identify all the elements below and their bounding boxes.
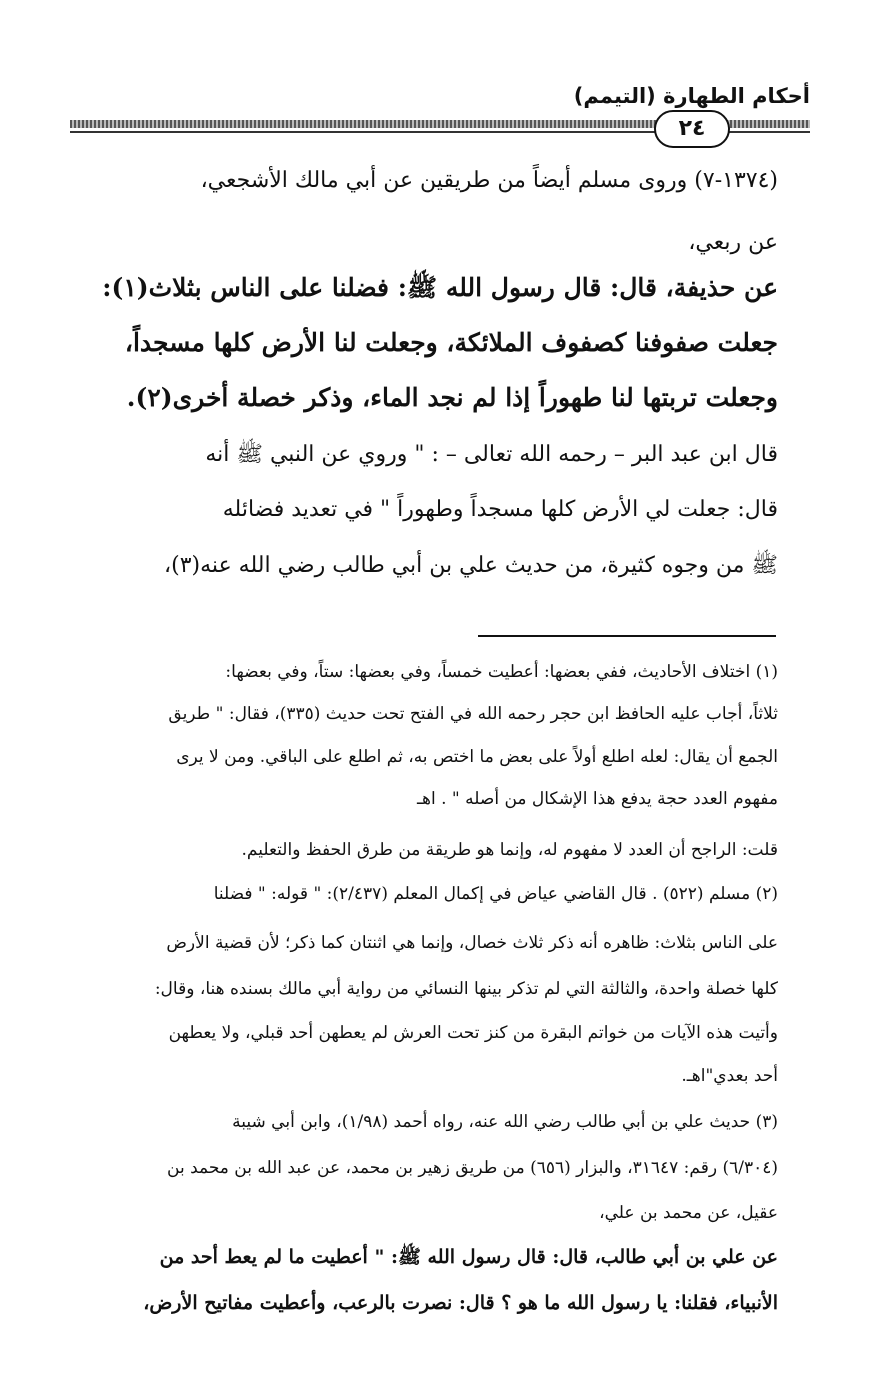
footnote-line: على الناس بثلاث: ظاهره أنه ذكر ثلاث خصال، وإنما هي اثنتان كما ذكر؛ لأن قضية الأرض — [166, 933, 778, 953]
footnote-line: كلها خصلة واحدة، والثالثة التي لم تذكر بينها النسائي من رواية أبي مالك بسنده هنا، وقال: — [154, 979, 778, 999]
footnote-line: أحد بعدي"اهـ. — [681, 1066, 778, 1086]
footnote-line: (١) اختلاف الأحاديث، ففي بعضها: أعطيت خمساً، وفي بعضها: ستاً، وفي بعضها: — [225, 662, 778, 682]
body-line: ﷺ من وجوه كثيرة، من حديث علي بن أبي طالب رضي الله عنه(٣)، — [164, 553, 778, 578]
footnote-line: عقيل، عن محمد بن علي، — [599, 1203, 778, 1223]
continuation-line: عن علي بن أبي طالب، قال: قال رسول الله ﷺ: " أعطيت ما لم يعط أحد من — [159, 1246, 778, 1268]
page-number: ٢٤ — [654, 110, 730, 148]
footnote-line: (٣) حديث علي بن أبي طالب رضي الله عنه، رواه أحمد (١/٩٨)، وابن أبي شيبة — [232, 1112, 778, 1132]
footnote-line: (٦/٣٠٤) رقم: ٣١٦٤٧، والبزار (٦٥٦) من طريق زهير بن محمد، عن عبد الله بن محمد بن — [167, 1158, 778, 1178]
footnote-line: الجمع أن يقال: لعله اطلع أولاً على بعض ما اختص به، ثم اطلع على الباقي. ومن لا يرى — [176, 747, 778, 767]
body-line: قال ابن عبد البر – رحمه الله تعالى – : " وروي عن النبي ﷺ أنه — [205, 442, 778, 467]
footnote-line: قلت: الراجح أن العدد لا مفهوم له، وإنما هو طريقة من طرق الحفظ والتعليم. — [241, 840, 778, 860]
body-line: عن حذيفة، قال: قال رسول الله ﷺ: فضلنا على الناس بثلاث(١): — [102, 273, 778, 302]
body-line: وجعلت تربتها لنا طهوراً إذا لم نجد الماء، وذكر خصلة أخرى(٢). — [126, 383, 778, 412]
header-title: أحكام الطهارة (التيمم) — [573, 84, 810, 108]
footnote-line: ثلاثاً، أجاب عليه الحافظ ابن حجر رحمه الله في الفتح تحت حديث (٣٣٥)، فقال: " طريق — [168, 704, 778, 724]
footnote-line: وأتيت هذه الآيات من خواتم البقرة من كنز تحت العرش لم يعطهن أحد قبلي، ولا يعطهن — [168, 1023, 778, 1043]
body-line: عن ربعي، — [688, 230, 778, 255]
footnote-line: (٢) مسلم (٥٢٢) . قال القاضي عياض في إكمال المعلم (٢/٤٣٧): " قوله: " فضلنا — [213, 884, 778, 904]
running-header — [70, 78, 810, 142]
body-line: (١٣٧٤-٧) وروى مسلم أيضاً من طريقين عن أبي مالك الأشجعي، — [200, 168, 778, 193]
footnote-line: مفهوم العدد حجة يدفع هذا الإشكال من أصله " . اهـ — [417, 789, 778, 809]
footnote-separator — [478, 635, 776, 637]
continuation-line: الأنبياء، فقلنا: يا رسول الله ما هو ؟ قال: نصرت بالرعب، وأعطيت مفاتيح الأرض، — [143, 1292, 778, 1314]
body-line: جعلت صفوفنا كصفوف الملائكة، وجعلت لنا الأرض كلها مسجداً، — [124, 328, 778, 357]
body-line: قال: جعلت لي الأرض كلها مسجداً وطهوراً " في تعديد فضائله — [222, 497, 778, 522]
